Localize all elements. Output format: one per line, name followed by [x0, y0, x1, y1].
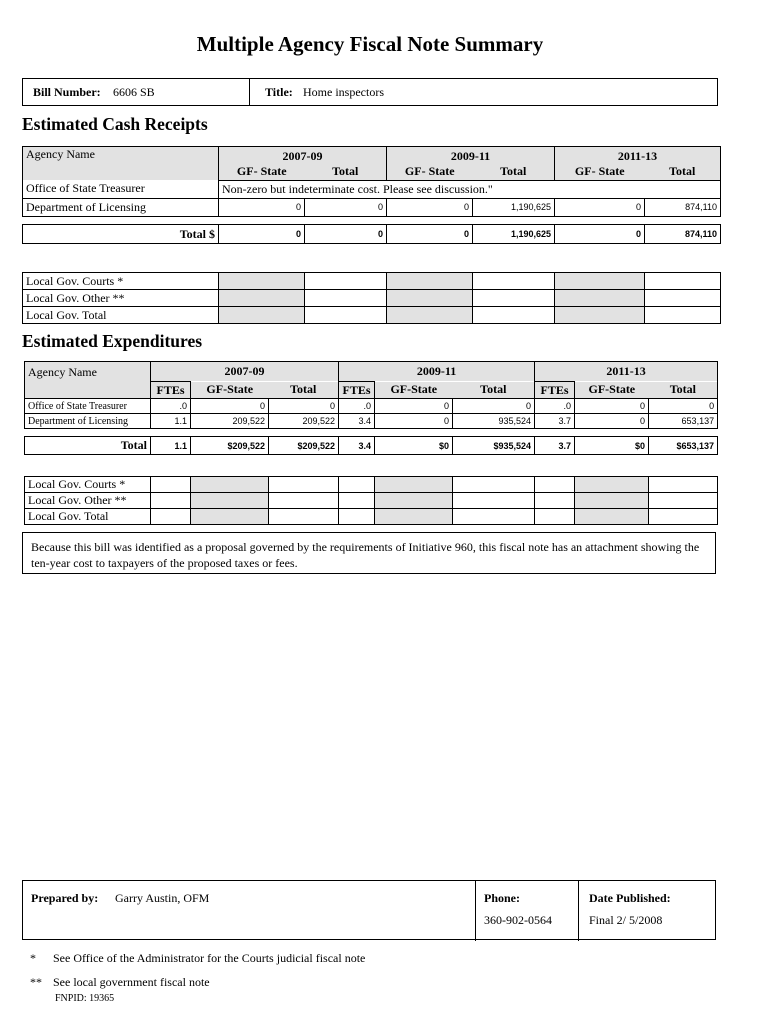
total-cell: $209,522	[191, 437, 269, 455]
prepared-by-value: Garry Austin, OFM	[115, 891, 210, 905]
local-gov-label: Local Gov. Total	[23, 307, 219, 324]
sub-header: Total	[645, 164, 721, 180]
value-cell: 0	[269, 399, 339, 414]
value-cell: 0	[219, 198, 305, 216]
bill-title: Home inspectors	[303, 85, 384, 99]
bill-title-label: Title:	[265, 85, 293, 99]
value-cell: 0	[575, 399, 649, 414]
local-gov-expenditures-table	[24, 476, 718, 525]
cash-receipts-total	[22, 224, 721, 244]
value-cell: 0	[375, 414, 453, 429]
footnote-mark: *	[30, 951, 36, 965]
agency-name-header: Agency Name	[25, 362, 151, 399]
total-cell: $653,137	[649, 437, 718, 455]
sub-header: Total	[269, 382, 339, 399]
total-cell: $0	[375, 437, 453, 455]
value-cell: 874,110	[645, 198, 721, 216]
i960-note: Because this bill was identified as a proposal governed by the requirements of Initiative 960, this fiscal note has an attachment showing the ten-year cost to taxpayers of the proposed taxes or fees.	[22, 532, 716, 574]
sub-header: Total	[649, 382, 718, 399]
total-cell: 0	[219, 225, 305, 244]
value-cell: 0	[575, 414, 649, 429]
period-header: 2009-11	[387, 147, 555, 165]
period-header: 2011-13	[535, 362, 718, 382]
expenditures-heading: Estimated Expenditures	[22, 331, 203, 351]
expenditures-total	[24, 436, 718, 455]
value-cell: 0	[387, 198, 473, 216]
agency-name: Department of Licensing	[23, 198, 219, 216]
total-cell: $209,522	[269, 437, 339, 455]
cash-receipts-table	[22, 146, 721, 217]
sub-header: FTEs	[151, 382, 191, 399]
total-cell: 0	[555, 225, 645, 244]
total-cell: 1,190,625	[473, 225, 555, 244]
sub-header: GF- State	[555, 164, 645, 180]
value-cell: 0	[649, 399, 718, 414]
period-header: 2007-09	[151, 362, 339, 382]
divider	[249, 79, 250, 105]
value-cell: 0	[555, 198, 645, 216]
page-title: Multiple Agency Fiscal Note Summary	[196, 32, 544, 56]
agency-name: Office of State Treasurer	[23, 180, 219, 198]
date-published-label: Date Published:	[589, 891, 671, 905]
sub-header: GF-State	[575, 382, 649, 399]
phone-label: Phone:	[484, 891, 520, 905]
total-cell: $935,524	[453, 437, 535, 455]
value-cell: 0	[375, 399, 453, 414]
period-header: 2009-11	[339, 362, 535, 382]
expenditures-table	[24, 361, 718, 429]
value-cell: .0	[339, 399, 375, 414]
total-cell: 0	[305, 225, 387, 244]
sub-header: GF- State	[387, 164, 473, 180]
total-cell: 874,110	[645, 225, 721, 244]
date-published-value: Final 2/ 5/2008	[589, 913, 663, 927]
total-label: Total $	[23, 225, 219, 244]
value-cell: 1,190,625	[473, 198, 555, 216]
sub-header: Total	[453, 382, 535, 399]
total-cell: 3.4	[339, 437, 375, 455]
value-cell: 3.7	[535, 414, 575, 429]
sub-header: GF-State	[191, 382, 269, 399]
value-cell: 653,137	[649, 414, 718, 429]
agency-name: Office of State Treasurer	[25, 399, 151, 414]
sub-header: FTEs	[339, 382, 375, 399]
cash-receipts-heading: Estimated Cash Receipts	[22, 114, 208, 134]
value-cell: 0	[305, 198, 387, 216]
local-gov-label: Local Gov. Courts *	[23, 273, 219, 290]
indeterminate-note: Non-zero but indeterminate cost. Please see discussion."	[219, 180, 721, 198]
total-label: Total	[25, 437, 151, 455]
period-header: 2007-09	[219, 147, 387, 165]
value-cell: 0	[191, 399, 269, 414]
value-cell: 935,524	[453, 414, 535, 429]
prepared-by-box	[22, 880, 716, 940]
footnote-text: See Office of the Administrator for the Courts judicial fiscal note	[53, 951, 366, 965]
value-cell: 3.4	[339, 414, 375, 429]
sub-header: Total	[473, 164, 555, 180]
local-gov-label: Local Gov. Other **	[25, 493, 151, 509]
total-cell: 1.1	[151, 437, 191, 455]
local-gov-label: Local Gov. Total	[25, 509, 151, 525]
agency-name: Department of Licensing	[25, 414, 151, 429]
sub-header: Total	[305, 164, 387, 180]
sub-header: GF-State	[375, 382, 453, 399]
sub-header: FTEs	[535, 382, 575, 399]
value-cell: 209,522	[269, 414, 339, 429]
phone-value: 360-902-0564	[484, 913, 552, 927]
value-cell: 209,522	[191, 414, 269, 429]
period-header: 2011-13	[555, 147, 721, 165]
bill-number: 6606 SB	[113, 85, 155, 99]
bill-number-label: Bill Number:	[33, 85, 101, 99]
total-cell: 0	[387, 225, 473, 244]
value-cell: 0	[453, 399, 535, 414]
footnote-text: See local government fiscal note	[53, 975, 210, 989]
agency-name-header: Agency Name	[23, 147, 219, 181]
total-cell: 3.7	[535, 437, 575, 455]
value-cell: .0	[535, 399, 575, 414]
prepared-by-label: Prepared by:	[31, 891, 99, 905]
value-cell: .0	[151, 399, 191, 414]
sub-header: GF- State	[219, 164, 305, 180]
footnote-mark: **	[30, 975, 42, 989]
fnpid: FNPID: 19365	[55, 993, 115, 1004]
total-cell: $0	[575, 437, 649, 455]
local-gov-label: Local Gov. Courts *	[25, 477, 151, 493]
local-gov-label: Local Gov. Other **	[23, 290, 219, 307]
bill-header	[22, 78, 718, 106]
value-cell: 1.1	[151, 414, 191, 429]
local-gov-receipts-table	[22, 272, 721, 324]
